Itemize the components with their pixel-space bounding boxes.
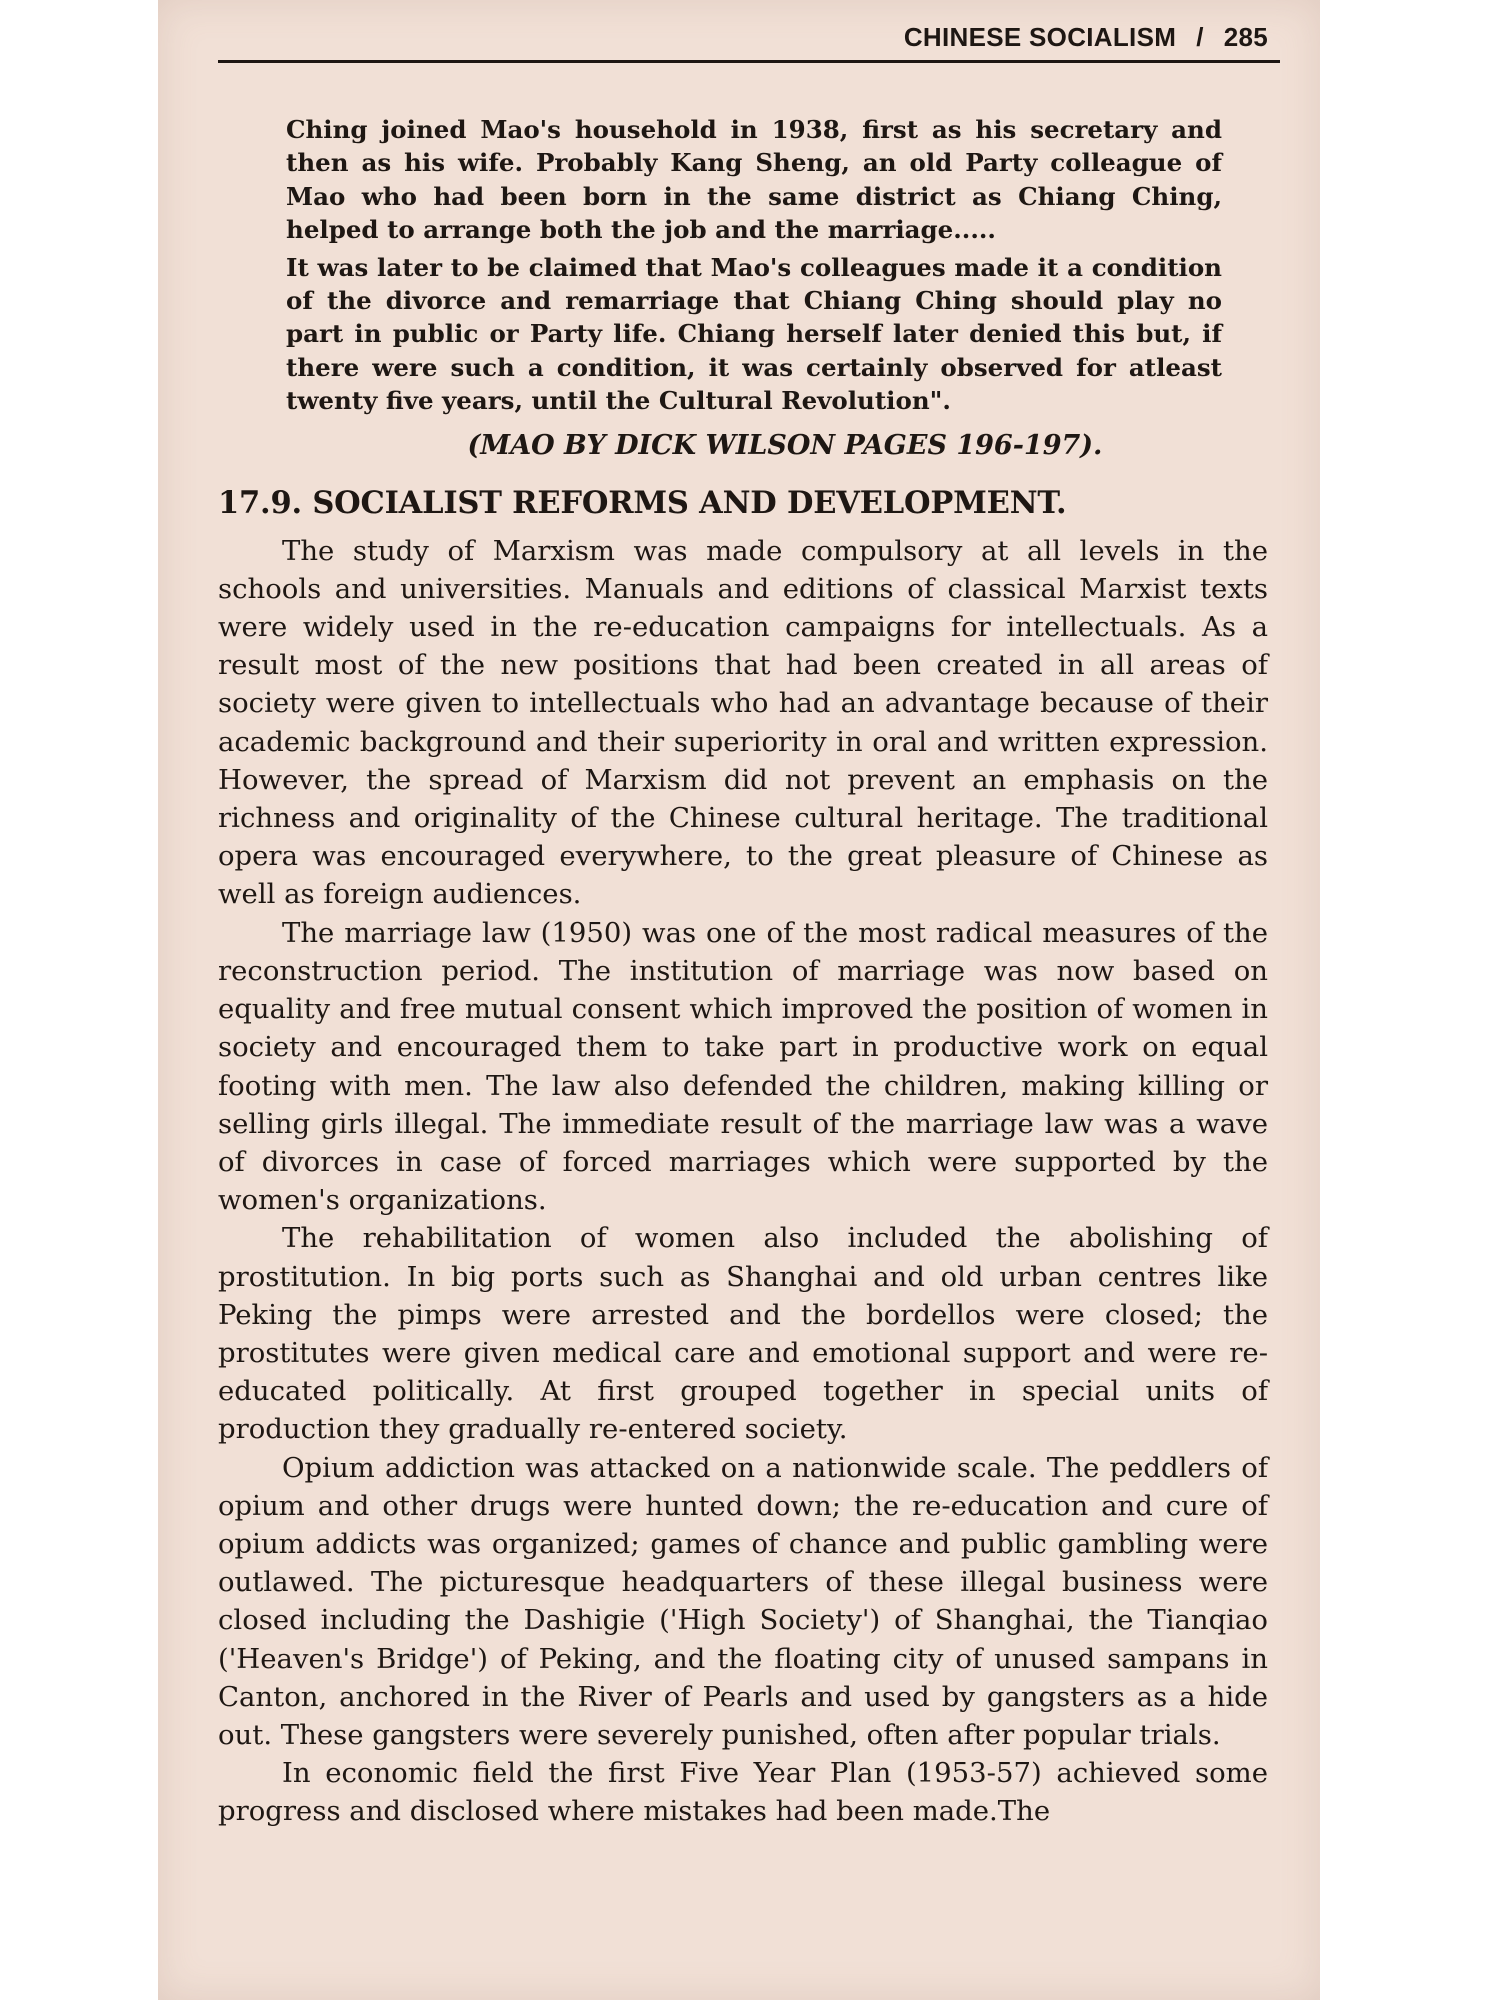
body-paragraph: In economic field the first Five Year Plan (1953-57) achieved some progress and disclosed where mistakes had been made.The	[218, 1757, 1268, 1828]
section-body	[218, 532, 1280, 1831]
body-paragraph: The study of Marxism was made compulsory at all levels in the schools and universities. Manuals and editions of classical Marxist texts were widely used in the re-education campaigns for intellectuals. As a result most of the new positions that had been created in all areas of society were given to intellectuals who had an advantage because of their academic background and their superiority in oral and written expression. However, the spread of Marxism did not prevent an emphasis on the richness and originality of the Chinese cultural heritage. The traditional opera was encouraged everywhere, to the great pleasure of Chinese as well as foreign audiences.	[218, 534, 1268, 911]
block-quote	[286, 113, 1222, 418]
body-paragraph: The marriage law (1950) was one of the most radical measures of the reconstruction period. The institution of marriage was now based on equality and free mutual consent which improved the position of women in society and encouraged them to take part in productive work on equal footing with men. The law also defended the children, making killing or selling girls illegal. The immediate result of the marriage law was a wave of divorces in case of forced marriages which were supported by the women's organizations.	[218, 916, 1268, 1217]
quote-citation: (MAO BY DICK WILSON PAGES 196-197).	[467, 429, 1103, 461]
book-page	[218, 22, 1280, 1831]
quote-paragraph: It was later to be claimed that Mao's colleagues made it a condition of the divorce and remarriage that Chiang Ching should play no part in public or Party life. Chiang herself later denied this but, if there were such a condition, it was certainly observed for atleast twenty five years, until the Cultural Revolution".	[286, 252, 1222, 416]
body-paragraph: The rehabilitation of women also included the abolishing of prostitution. In big ports such as Shanghai and old urban centres like Peking the pimps were arrested and the bordellos were closed; the prostitutes were given medical care and emotional support and were re-educated politically. At first grouped together in special units of production they gradually re-entered society.	[218, 1222, 1268, 1446]
running-header	[218, 22, 1280, 56]
section-heading: 17.9. SOCIALIST REFORMS AND DEVELOPMENT.	[218, 484, 1067, 521]
header-rule	[218, 60, 1280, 63]
header-title: CHINESE SOCIALISM	[903, 22, 1177, 52]
page-number: 285	[1223, 22, 1268, 52]
quote-paragraph: Ching joined Mao's household in 1938, first as his secretary and then as his wife. Probably Kang Sheng, an old Party colleague of Mao who had been born in the same district as Chiang Ching, helped to arrange both the job and the marriage.....	[286, 115, 1222, 245]
scanned-page	[158, 0, 1320, 2000]
body-paragraph: Opium addiction was attacked on a nationwide scale. The peddlers of opium and other drugs were hunted down; the re-education and cure of opium addicts was organized; games of chance and public gambling were outlawed. The picturesque headquarters of these illegal business were closed including the Dashigie ('High Society') of Shanghai, the Tianqiao ('Heaven's Bridge') of Peking, and the floating city of unused sampans in Canton, anchored in the River of Pearls and used by gangsters as a hide out. These gangsters were severely punished, often after popular trials.	[218, 1451, 1268, 1751]
header-separator: /	[1196, 22, 1204, 52]
